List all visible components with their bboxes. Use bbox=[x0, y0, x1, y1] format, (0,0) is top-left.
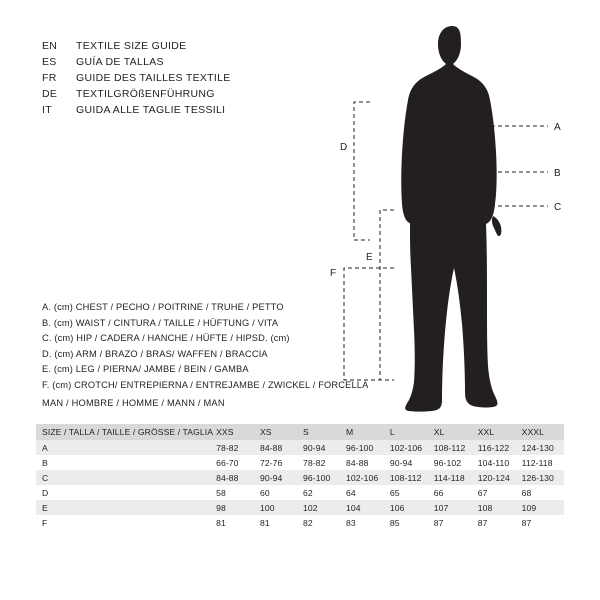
title-text: TEXTILE SIZE GUIDE bbox=[76, 40, 187, 52]
column-header-size: SIZE / TALLA / TAILLE / GRÖSSE / TAGLIA bbox=[36, 424, 213, 440]
table-cell: 112-118 bbox=[519, 455, 564, 470]
table-cell: 90-94 bbox=[387, 455, 431, 470]
legend-item: F. (cm) CROTCH/ ENTREPIERNA / ENTREJAMBE / ZWICKEL / FORCELLA bbox=[42, 379, 369, 390]
table-cell: 107 bbox=[431, 500, 475, 515]
marker-label-d: D bbox=[340, 142, 348, 153]
marker-label-e: E bbox=[366, 252, 373, 263]
language-code: EN bbox=[42, 40, 58, 52]
table-cell: 104 bbox=[343, 500, 387, 515]
table-cell: 108 bbox=[475, 500, 519, 515]
title-row bbox=[42, 102, 342, 118]
table-cell: 60 bbox=[257, 485, 300, 500]
table-row bbox=[36, 485, 564, 500]
table-cell: 90-94 bbox=[257, 470, 300, 485]
marker-label-a: A bbox=[554, 122, 561, 133]
table-cell: 96-102 bbox=[431, 455, 475, 470]
marker-label-c: C bbox=[554, 202, 562, 213]
row-label: D bbox=[36, 485, 213, 500]
table-header-row bbox=[36, 424, 564, 440]
table-cell: 87 bbox=[431, 515, 475, 530]
title-text: TEXTILGRÖßENFÜHRUNG bbox=[76, 88, 215, 100]
title-text: GUIDE DES TAILLES TEXTILE bbox=[76, 72, 231, 84]
size-table bbox=[36, 424, 564, 530]
legend-item: E. (cm) LEG / PIERNA/ JAMBE / BEIN / GAMBA bbox=[42, 364, 249, 374]
column-header: XL bbox=[431, 424, 475, 440]
table-cell: 82 bbox=[300, 515, 343, 530]
row-label: E bbox=[36, 500, 213, 515]
language-code: DE bbox=[42, 88, 58, 100]
table-cell: 67 bbox=[475, 485, 519, 500]
table-cell: 102 bbox=[300, 500, 343, 515]
row-label: F bbox=[36, 515, 213, 530]
table-cell: 66-70 bbox=[213, 455, 257, 470]
table-cell: 126-130 bbox=[519, 470, 564, 485]
title-row bbox=[42, 70, 342, 86]
legend-item: A. (cm) CHEST / PECHO / POITRINE / TRUHE / PETTO bbox=[42, 302, 284, 312]
table-cell: 87 bbox=[475, 515, 519, 530]
title-text: GUIDA ALLE TAGLIE TESSILI bbox=[76, 104, 226, 116]
row-label: B bbox=[36, 455, 213, 470]
table-cell: 116-122 bbox=[475, 440, 519, 455]
column-header: S bbox=[300, 424, 343, 440]
table-cell: 64 bbox=[343, 485, 387, 500]
row-label: A bbox=[36, 440, 213, 455]
table-cell: 102-106 bbox=[343, 470, 387, 485]
title-text: GUÍA DE TALLAS bbox=[76, 56, 164, 68]
column-header: XXS bbox=[213, 424, 257, 440]
title-row bbox=[42, 54, 342, 70]
table-cell: 78-82 bbox=[300, 455, 343, 470]
table-cell: 84-88 bbox=[213, 470, 257, 485]
table-row bbox=[36, 500, 564, 515]
column-header: M bbox=[343, 424, 387, 440]
measure-line-d bbox=[354, 102, 370, 240]
table-cell: 106 bbox=[387, 500, 431, 515]
table-cell: 120-124 bbox=[475, 470, 519, 485]
title-block bbox=[42, 38, 342, 118]
table-cell: 90-94 bbox=[300, 440, 343, 455]
table-cell: 72-76 bbox=[257, 455, 300, 470]
language-code: FR bbox=[42, 72, 57, 84]
column-header: XS bbox=[257, 424, 300, 440]
measure-line-e bbox=[380, 210, 394, 380]
legend-item: B. (cm) WAIST / CINTURA / TAILLE / HÜFTUNG / VITA bbox=[42, 317, 279, 328]
measurement-legend bbox=[42, 300, 372, 393]
table-cell: 124-130 bbox=[519, 440, 564, 455]
language-code: ES bbox=[42, 56, 57, 68]
table-cell: 96-100 bbox=[343, 440, 387, 455]
legend-item: D. (cm) ARM / BRAZO / BRAS/ WAFFEN / BRACCIA bbox=[42, 348, 268, 359]
table-row bbox=[36, 455, 564, 470]
table-cell: 96-100 bbox=[300, 470, 343, 485]
table-cell: 83 bbox=[343, 515, 387, 530]
table-cell: 109 bbox=[519, 500, 564, 515]
column-header: XXL bbox=[475, 424, 519, 440]
table-cell: 84-88 bbox=[343, 455, 387, 470]
table-cell: 66 bbox=[431, 485, 475, 500]
marker-label-f: F bbox=[330, 268, 337, 279]
table-cell: 98 bbox=[213, 500, 257, 515]
marker-label-b: B bbox=[554, 168, 561, 179]
table-cell: 104-110 bbox=[475, 455, 519, 470]
table-cell: 114-118 bbox=[431, 470, 475, 485]
table-cell: 62 bbox=[300, 485, 343, 500]
legend-item: C. (cm) HIP / CADERA / HANCHE / HÜFTE / HIPSD. (cm) bbox=[42, 333, 290, 343]
table-row bbox=[36, 515, 564, 530]
column-header: L bbox=[387, 424, 431, 440]
measure-line-f bbox=[344, 268, 394, 380]
table-cell: 108-112 bbox=[431, 440, 475, 455]
table-row bbox=[36, 440, 564, 455]
table-cell: 108-112 bbox=[387, 470, 431, 485]
figure-diagram bbox=[330, 20, 590, 415]
table-cell: 102-106 bbox=[387, 440, 431, 455]
table-row bbox=[36, 470, 564, 485]
table-cell: 100 bbox=[257, 500, 300, 515]
male-silhouette bbox=[401, 26, 501, 412]
table-cell: 78-82 bbox=[213, 440, 257, 455]
table-cell: 85 bbox=[387, 515, 431, 530]
title-row bbox=[42, 38, 342, 54]
language-code: IT bbox=[42, 104, 52, 116]
table-cell: 81 bbox=[213, 515, 257, 530]
column-header: XXXL bbox=[519, 424, 564, 440]
table-cell: 81 bbox=[257, 515, 300, 530]
row-label: C bbox=[36, 470, 213, 485]
group-label: MAN / HOMBRE / HOMME / MANN / MAN bbox=[42, 398, 225, 408]
table-cell: 87 bbox=[519, 515, 564, 530]
table-cell: 84-88 bbox=[257, 440, 300, 455]
title-row bbox=[42, 86, 342, 102]
table-cell: 68 bbox=[519, 485, 564, 500]
table-cell: 58 bbox=[213, 485, 257, 500]
table-cell: 65 bbox=[387, 485, 431, 500]
